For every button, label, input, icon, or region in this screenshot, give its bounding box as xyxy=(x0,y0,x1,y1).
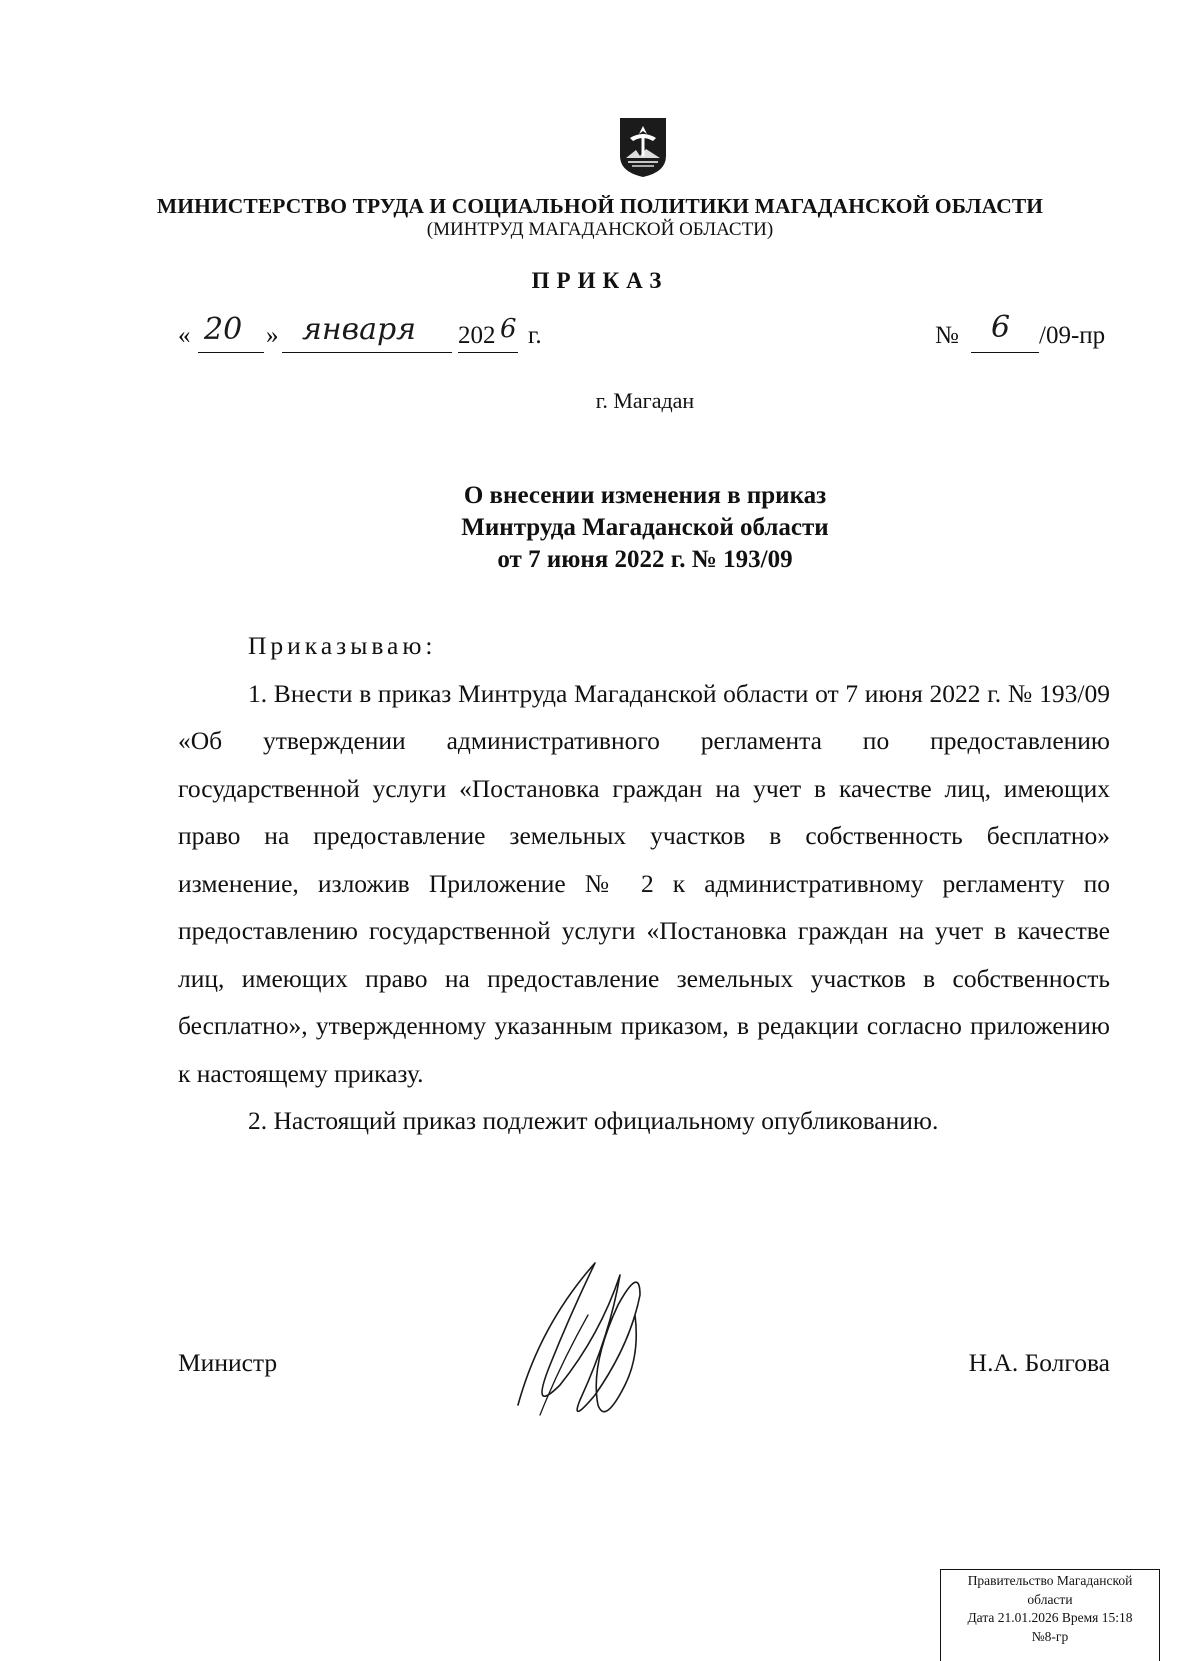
stamp-line-2: области xyxy=(1027,1591,1073,1607)
stamp-line-1: Правительство Магаданской xyxy=(967,1573,1133,1588)
number-sign: № xyxy=(935,322,959,349)
order-number-line xyxy=(935,310,1115,358)
paragraph-2: 2. Настоящий приказ подлежит официальному опубликованию. xyxy=(248,1106,939,1135)
stamp-line-3: Дата 21.01.2026 Время 15:18 xyxy=(967,1610,1133,1625)
document-title xyxy=(0,480,1200,576)
date-day-underline xyxy=(198,352,264,353)
date-year-suffix: г. xyxy=(528,322,542,349)
stamp-line-4: №8-гр xyxy=(1031,1628,1069,1644)
date-year-digit-handwritten: 6 xyxy=(500,314,517,344)
city-name: г. Магадан xyxy=(595,388,695,413)
document-type-heading: ПРИКАЗ xyxy=(531,268,669,293)
signatory-name: Н.А. Болгова xyxy=(968,1348,1110,1377)
date-open-quote: « xyxy=(178,322,191,349)
signatory-position: Министр xyxy=(178,1348,278,1377)
handwritten-signature xyxy=(500,1255,700,1455)
ministry-short-name: (МИНТРУД МАГАДАНСКОЙ ОБЛАСТИ) xyxy=(426,219,774,240)
date-month-underline xyxy=(282,352,452,353)
order-number-handwritten: 6 xyxy=(991,310,1011,345)
coat-of-arms-emblem xyxy=(618,116,668,178)
date-year-prefix: 202 xyxy=(458,322,496,349)
order-number-suffix: /09-пр xyxy=(1039,322,1106,349)
title-line-3: от 7 июня 2022 г. № 193/09 xyxy=(497,546,793,573)
date-day-handwritten: 20 xyxy=(204,312,243,347)
date-year-underline xyxy=(458,352,518,353)
date-month-handwritten: января xyxy=(302,312,417,347)
registration-stamp xyxy=(940,1569,1160,1661)
ministry-name: МИНИСТЕРСТВО ТРУДА И СОЦИАЛЬНОЙ ПОЛИТИКИ МАГАДАНСКОЙ ОБЛАСТИ xyxy=(156,194,1044,218)
document-body xyxy=(178,622,1110,1145)
title-line-2: Минтруда Магаданской области xyxy=(461,514,829,541)
date-close-quote: » xyxy=(266,322,279,349)
order-number-underline xyxy=(971,352,1039,353)
paragraph-1: 1. Внести в приказ Минтруда Магаданской области от 7 июня 2022 г. № 193/09 «Об утверждении административного регламента по предоставлению государственной услуги «Постановка граждан на учет в качестве лиц, имеющих право на предоставление земельных участков в собственность бесплатно» изменение, изложив Приложение № 2 к административному регламенту по предоставлению государственной услуги «Постановка граждан на учет в качестве лиц, имеющих право на предоставление земельных участков в собственность бесплатно», утвержденному указанным приказом, в редакции согласно приложению к настоящему приказу. xyxy=(178,678,1110,1088)
title-line-1: О внесении изменения в приказ xyxy=(463,482,827,509)
order-word: Приказываю: xyxy=(248,631,437,660)
